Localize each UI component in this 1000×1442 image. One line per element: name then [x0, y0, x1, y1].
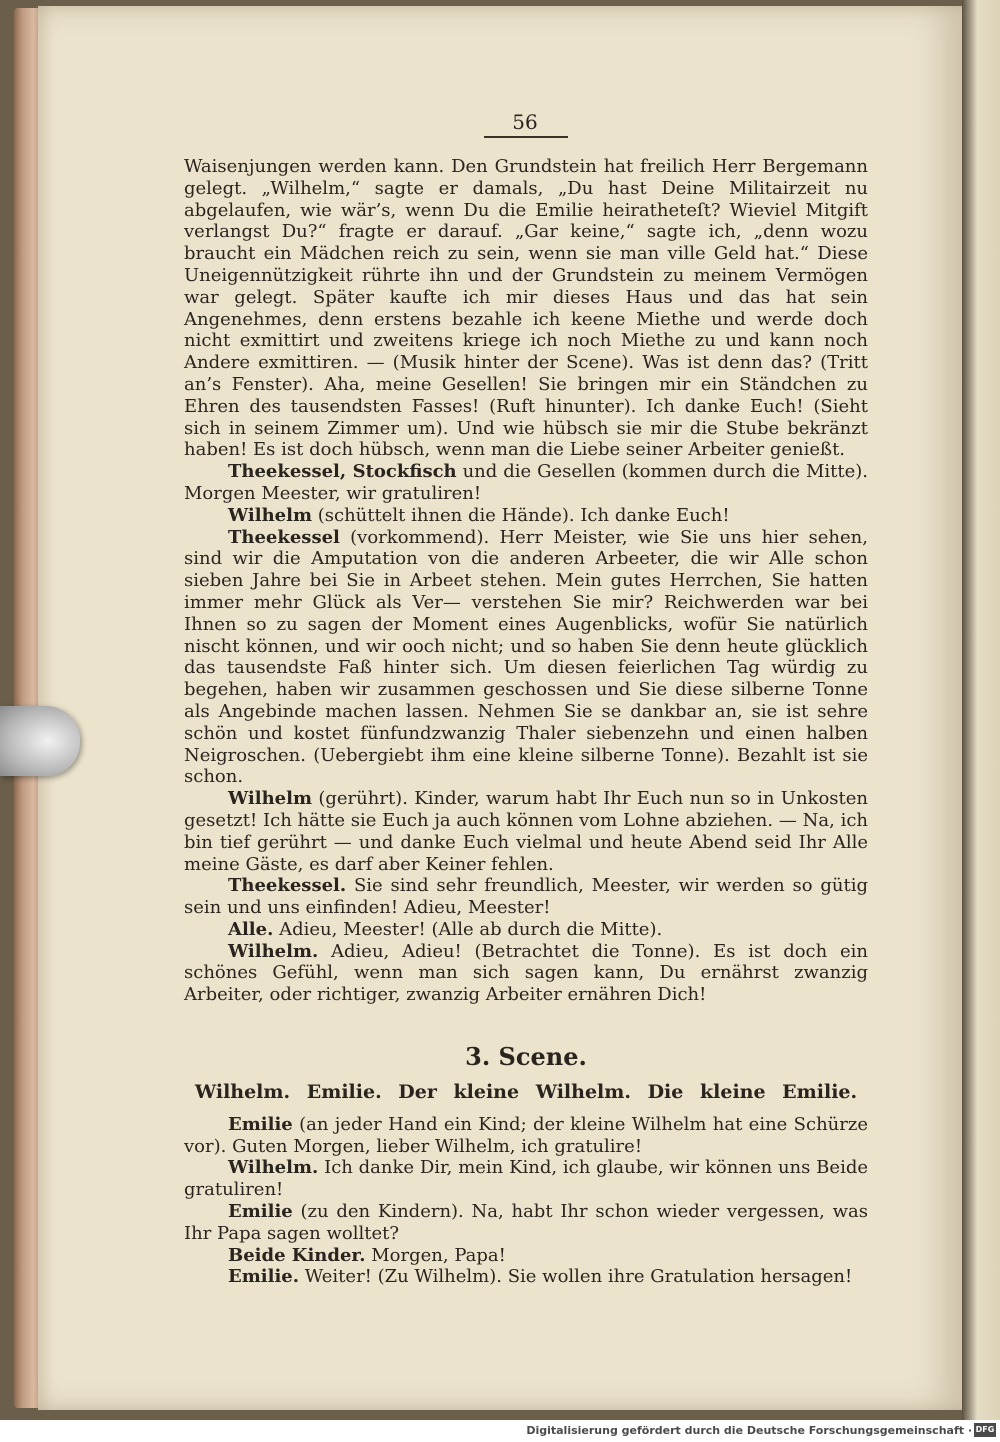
speaker-name: Theekessel, Stockfisch [228, 461, 457, 483]
paragraph [184, 1114, 868, 1158]
paragraph [184, 1157, 868, 1201]
paragraph-text: Adieu, Adieu! (Betrachtet die Tonne). Es ist doch ein schönes Gefühl, wenn man sich sagen kann, Du ernährst zwanzig Arbeiter, oder richtiger, zwanzig Arbeiter ernähren Dich! [184, 940, 868, 1006]
speaker-name: Alle. [228, 918, 274, 940]
speaker-name: Theekessel [228, 526, 340, 548]
paragraph [184, 788, 868, 875]
paragraph-text: Sie sind sehr freundlich, Meester, wir werden so gütig sein und uns einfinden! Adieu, Meester! [184, 875, 868, 919]
speaker-name: Beide Kinder. [228, 1244, 366, 1266]
paragraph-text: Waisenjungen werden kann. Den Grundstein hat freilich Herr Bergemann gelegt. „Wilhelm,“ sagte er damals, „Du hast Deine Militairzeit nu abgelaufen, wie wär’s, wenn Du die Emilie heiratheteſt? Wieviel Mitgift verlangst Du?“ fragte er darauf. „Gar keine,“ sagte ich, „denn wozu braucht ein Mädchen reich zu sein, wenn sie man ville Geld hat.“ Diese Uneigennützigkeit rührte ihn und der Grundstein zu meinem Vermögen war gelegt. Später kaufte ich mir dieses Haus und das hat sein Angenehmes, denn erstens bezahle ich keene Miethe und werde doch nicht exmittirt und zweitens kriege ich noch Miethe zu und kann noch Andere exmittiren. — (Musik hinter der Scene). Was ist denn das? (Tritt an’s Fenster). Aha, meine Gesellen! Sie bringen mir ein Ständchen zu Ehren des tausendsten Fasses! (Ruft hinunter). Ich danke Euch! (Sieht sich in seinem Zimmer um). Und wie hübsch sie mir die Stube bekränzt haben! Es ist doch hübsch, wenn man die Liebe seiner Arbeiter genießt. [184, 156, 868, 461]
page-clip [0, 706, 80, 776]
funding-credit: Digitalisierung gefördert durch die Deutsche Forschungsgemeinschaft · [526, 1424, 972, 1437]
paragraph-text: Weiter! (Zu Wilhelm). Sie wollen ihre Gratulation hersagen! [304, 1266, 853, 1288]
paragraph-text: (schüttelt ihnen die Hände). Ich danke Euch! [317, 504, 730, 526]
paragraph [184, 1245, 868, 1267]
speaker-name: Emilie [228, 1113, 293, 1135]
paragraph [184, 527, 868, 789]
speaker-name: Theekessel. [228, 875, 347, 897]
paragraph-text: und die Gesellen (kommen durch die Mitte). Morgen Meester, wir gratuliren! [184, 461, 868, 504]
scene-characters: Wilhelm. Emilie. Der kleine Wilhelm. Die kleine Emilie. [194, 1081, 858, 1104]
paragraph-text: (zu den Kindern). Na, habt Ihr schon wieder vergessen, was Ihr Papa sagen wolltet? [184, 1201, 868, 1244]
paragraph-text: Ich danke Dir, mein Kind, ich glaube, wir können uns Beide gratuliren! [184, 1157, 868, 1201]
paragraph-text: (vorkommend). Herr Meister, wie Sie uns hier sehen, sind wir die Amputation von die anderen Arbeeter, die wir Alle schon sieben Jahre bei Sie in Arbeet stehen. Mein gutes Herrchen, Sie hatten immer mehr Glück als Ver— verstehen Sie mir? Reichwerden war bei Ihnen so zu sagen der Moment eines Augenblicks, wofür Sie natürlich nischt können, und wir ooch nicht; und so haben Sie denn heute glücklich das tausendste Faß hinter sich. Um diesen feierlichen Tag würdig zu begehen, haben wir zusammen geschossen und Sie diese silberne Tonne als Angebinde machen lassen. Nehmen Sie se dankbar an, sie ist sehre schön und kostet fünfundzwanzig Thaler siebenzehn und einen halben Neigroschen. (Uebergiebt ihm eine kleine silberne Tonne). Bezahlt ist sie schon. [184, 526, 868, 788]
facing-page-edge [962, 0, 1000, 1420]
speaker-name: Wilhelm [228, 788, 312, 810]
paragraph-text: (an jeder Hand ein Kind; der kleine Wilhelm hat eine Schürze vor). Guten Morgen, lieber Wilhelm, ich gratulire! [184, 1113, 868, 1157]
speaker-name: Wilhelm [228, 504, 312, 526]
paragraph [184, 505, 868, 527]
page-number-rule [484, 136, 568, 138]
paragraph [184, 875, 868, 919]
speaker-name: Wilhelm. [228, 1157, 319, 1179]
page-body [184, 156, 868, 1288]
paragraph-text: (gerührt). Kinder, warum habt Ihr Euch nun so in Unkosten gesetzt! Ich hätte sie Euch ja auch können vom Lohne abziehen. — Na, ich bin tief gerührt — und danke Euch vielmal und heute Abend seid Ihr Alle meine Gäste, es darf aber Keiner fehlen. [184, 788, 868, 875]
paragraph [184, 1201, 868, 1245]
paragraph [184, 1266, 868, 1288]
paragraph-text: Morgen, Papa! [371, 1244, 506, 1266]
page-number: 56 [512, 110, 538, 134]
paragraph [184, 156, 868, 461]
speaker-name: Emilie. [228, 1266, 299, 1288]
paragraph-text: Adieu, Meester! (Alle ab durch die Mitte). [279, 918, 663, 940]
paragraph [184, 941, 868, 1006]
digitization-footer [0, 1420, 1000, 1442]
scene-heading: 3. Scene. [465, 1042, 587, 1072]
paragraph [184, 461, 868, 505]
speaker-name: Wilhelm. [228, 940, 319, 962]
paragraph [184, 919, 868, 941]
dfg-logo-icon: DFG [974, 1423, 996, 1437]
speaker-name: Emilie [228, 1201, 293, 1223]
